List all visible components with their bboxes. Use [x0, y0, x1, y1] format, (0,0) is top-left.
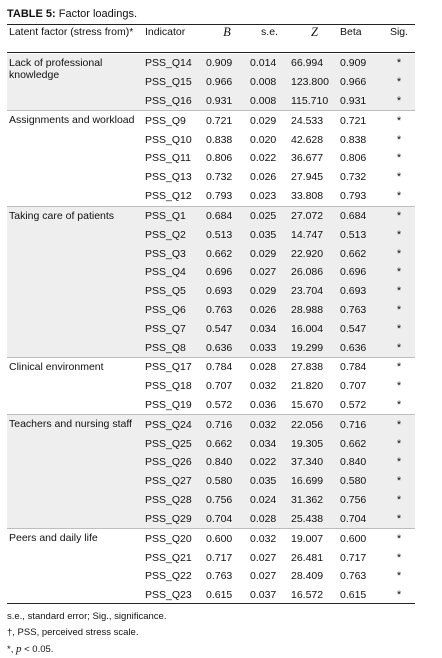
z-cell: 123.800 [289, 73, 338, 92]
latent-factor-cell: Taking care of patients [7, 206, 143, 358]
sig-cell: * [381, 301, 415, 320]
b-cell: 0.931 [204, 92, 248, 111]
se-cell: 0.024 [248, 491, 289, 510]
z-cell: 23.704 [289, 282, 338, 301]
beta-cell: 0.716 [338, 415, 381, 434]
b-cell: 0.693 [204, 282, 248, 301]
sig-cell: * [396, 190, 402, 203]
beta-cell: 0.684 [338, 206, 381, 225]
table-caption [7, 8, 137, 20]
indicator-cell: PSS_Q12 [145, 190, 192, 203]
sig-cell: * [381, 358, 415, 377]
se-cell: 0.008 [248, 73, 289, 92]
z-cell: 21.820 [291, 380, 324, 393]
indicator-cell: PSS_Q24 [143, 415, 204, 434]
beta-cell: 0.784 [338, 358, 381, 377]
z-cell: 14.747 [289, 225, 338, 244]
b-cell: 0.763 [206, 570, 233, 583]
beta-cell: 0.732 [340, 171, 367, 184]
indicator-cell: PSS_Q14 [143, 54, 204, 73]
z-cell: 19.305 [289, 434, 338, 453]
indicator-cell: PSS_Q5 [143, 282, 204, 301]
se-cell: 0.032 [248, 529, 289, 548]
top-rule [7, 24, 415, 25]
indicator-cell: PSS_Q23 [145, 589, 192, 602]
factor-loadings-table [7, 26, 415, 605]
header-indicator: Indicator [145, 26, 186, 38]
beta-cell: 0.696 [338, 263, 381, 282]
header-se: s.e. [261, 26, 278, 38]
z-cell: 31.362 [289, 491, 338, 510]
indicator-cell: PSS_Q13 [145, 171, 192, 184]
z-cell: 19.007 [289, 529, 338, 548]
sig-cell: * [396, 380, 402, 393]
beta-cell: 0.600 [338, 529, 381, 548]
sig-cell: * [396, 171, 402, 184]
beta-cell: 0.704 [338, 510, 381, 529]
b-cell: 0.838 [206, 133, 233, 146]
sig-cell: * [381, 319, 415, 338]
beta-cell: 0.909 [338, 54, 381, 73]
beta-cell: 0.721 [338, 111, 381, 130]
se-cell: 0.036 [250, 399, 277, 412]
note-significance: *, p < 0.05. [7, 643, 54, 655]
z-cell: 16.699 [289, 472, 338, 491]
se-cell: 0.034 [248, 434, 289, 453]
se-cell: 0.032 [248, 415, 289, 434]
b-cell: 0.806 [206, 152, 233, 165]
table-row [7, 111, 415, 130]
indicator-cell: PSS_Q22 [145, 570, 192, 583]
se-cell: 0.022 [248, 453, 289, 472]
b-cell: 0.684 [204, 206, 248, 225]
se-cell: 0.028 [248, 358, 289, 377]
z-cell: 19.299 [289, 338, 338, 357]
indicator-cell: PSS_Q6 [143, 301, 204, 320]
z-cell: 22.056 [289, 415, 338, 434]
table-row [7, 54, 415, 73]
z-cell: 66.994 [289, 54, 338, 73]
z-cell: 26.086 [289, 263, 338, 282]
se-cell: 0.025 [248, 206, 289, 225]
header-sig: Sig. [389, 26, 409, 38]
sig-cell: * [381, 73, 415, 92]
z-cell: 27.945 [291, 171, 324, 184]
z-cell: 36.677 [291, 152, 324, 165]
b-cell: 0.572 [206, 399, 233, 412]
se-cell: 0.027 [250, 551, 277, 564]
sig-cell: * [381, 54, 415, 73]
caption-text: Factor loadings. [55, 8, 138, 20]
sig-cell: * [381, 244, 415, 263]
indicator-cell: PSS_Q19 [145, 399, 192, 412]
beta-cell: 0.763 [340, 570, 367, 583]
se-cell: 0.027 [250, 570, 277, 583]
header-rule [7, 52, 415, 53]
z-cell: 28.409 [291, 570, 324, 583]
z-cell: 26.481 [291, 551, 324, 564]
se-cell: 0.034 [248, 319, 289, 338]
latent-factor-cell: Peers and daily life [7, 529, 143, 605]
se-cell: 0.028 [248, 510, 289, 529]
z-cell: 33.808 [291, 190, 324, 203]
indicator-cell: PSS_Q11 [145, 152, 191, 165]
beta-cell: 0.756 [338, 491, 381, 510]
beta-cell: 0.572 [340, 399, 367, 412]
indicator-cell: PSS_Q28 [143, 491, 204, 510]
beta-cell: 0.966 [338, 73, 381, 92]
caption-label: TABLE 5: [7, 8, 56, 20]
beta-cell: 0.806 [340, 152, 367, 165]
b-cell: 0.707 [206, 380, 233, 393]
se-cell: 0.023 [250, 190, 277, 203]
table-body [7, 54, 415, 605]
beta-cell: 0.636 [338, 338, 381, 357]
se-cell: 0.027 [248, 263, 289, 282]
beta-cell: 0.615 [340, 589, 367, 602]
header-z: Z [311, 25, 318, 39]
se-cell: 0.026 [250, 171, 277, 184]
indicator-cell: PSS_Q4 [143, 263, 204, 282]
z-cell: 22.920 [289, 244, 338, 263]
table-row [7, 415, 415, 434]
indicator-cell: PSS_Q27 [143, 472, 204, 491]
b-cell: 0.636 [204, 338, 248, 357]
se-cell: 0.026 [248, 301, 289, 320]
sig-cell: * [381, 206, 415, 225]
b-cell: 0.696 [204, 263, 248, 282]
beta-cell: 0.580 [338, 472, 381, 491]
b-cell: 0.793 [206, 190, 233, 203]
b-cell: 0.547 [204, 319, 248, 338]
se-cell: 0.008 [248, 92, 289, 111]
b-cell: 0.721 [204, 111, 248, 130]
sig-cell: * [381, 491, 415, 510]
table-row [7, 206, 415, 225]
b-cell: 0.732 [206, 171, 233, 184]
z-cell: 16.004 [289, 319, 338, 338]
beta-cell: 0.931 [338, 92, 381, 111]
indicator-cell: PSS_Q15 [143, 73, 204, 92]
beta-cell: 0.693 [338, 282, 381, 301]
b-cell: 0.513 [204, 225, 248, 244]
indicator-cell: PSS_Q21 [145, 551, 192, 564]
b-cell: 0.966 [204, 73, 248, 92]
b-cell: 0.704 [204, 510, 248, 529]
se-cell: 0.029 [248, 282, 289, 301]
indicator-cell: PSS_Q8 [143, 338, 204, 357]
se-cell: 0.035 [248, 472, 289, 491]
indicator-cell: PSS_Q20 [143, 529, 204, 548]
b-cell: 0.615 [206, 589, 233, 602]
b-cell: 0.717 [206, 551, 233, 564]
sig-cell: * [396, 133, 402, 146]
b-cell: 0.840 [204, 453, 248, 472]
sig-cell: * [396, 152, 402, 165]
indicator-cell: PSS_Q18 [145, 380, 192, 393]
indicator-cell: PSS_Q9 [143, 111, 204, 130]
indicator-cell: PSS_Q3 [143, 244, 204, 263]
sig-cell: * [381, 338, 415, 357]
sig-cell: * [396, 399, 402, 412]
latent-factor-cell: Teachers and nursing staff [7, 415, 143, 529]
indicator-cell: PSS_Q2 [143, 225, 204, 244]
z-cell: 25.438 [289, 510, 338, 529]
se-cell: 0.029 [248, 111, 289, 130]
sig-cell: * [396, 570, 402, 583]
z-cell: 16.572 [291, 589, 324, 602]
sig-cell: * [381, 111, 415, 130]
beta-cell: 0.840 [338, 453, 381, 472]
sig-cell: * [381, 453, 415, 472]
b-cell: 0.784 [204, 358, 248, 377]
indicator-cell: PSS_Q10 [145, 133, 192, 146]
beta-cell: 0.838 [340, 133, 367, 146]
sig-cell: * [381, 263, 415, 282]
b-cell: 0.909 [204, 54, 248, 73]
indicator-cell: PSS_Q26 [143, 453, 204, 472]
indicator-cell: PSS_Q1 [143, 206, 204, 225]
note-abbreviations: s.e., standard error; Sig., significance. [7, 611, 167, 622]
latent-factor-cell: Clinical environment [7, 358, 143, 415]
header-b: B [223, 25, 231, 39]
table-row [7, 358, 415, 377]
latent-factor-cell: Lack of professional knowledge [7, 54, 143, 111]
se-cell: 0.014 [248, 54, 289, 73]
b-cell: 0.763 [204, 301, 248, 320]
sig-cell: * [381, 415, 415, 434]
sig-cell: * [396, 589, 402, 602]
bottom-rule [7, 603, 415, 604]
sig-cell: * [396, 551, 402, 564]
header-row [7, 26, 415, 54]
sig-cell: * [381, 282, 415, 301]
z-cell: 37.340 [289, 453, 338, 472]
beta-cell: 0.662 [338, 244, 381, 263]
beta-cell: 0.707 [340, 380, 367, 393]
beta-cell: 0.547 [338, 319, 381, 338]
indicator-cell: PSS_Q7 [143, 319, 204, 338]
se-cell: 0.020 [250, 133, 277, 146]
sig-cell: * [381, 434, 415, 453]
b-cell: 0.662 [204, 434, 248, 453]
se-cell: 0.035 [248, 225, 289, 244]
b-cell: 0.716 [204, 415, 248, 434]
sig-cell: * [381, 529, 415, 548]
z-cell: 42.628 [291, 133, 324, 146]
b-cell: 0.600 [204, 529, 248, 548]
beta-cell: 0.662 [338, 434, 381, 453]
header-beta: Beta [340, 26, 362, 38]
note-pss: †, PSS, perceived stress scale. [7, 627, 139, 638]
se-cell: 0.029 [248, 244, 289, 263]
sig-cell: * [381, 472, 415, 491]
sig-cell: * [381, 510, 415, 529]
z-cell: 28.988 [289, 301, 338, 320]
beta-cell: 0.717 [340, 551, 367, 564]
z-cell: 15.670 [291, 399, 324, 412]
header-latent-factor: Latent factor (stress from)* [9, 26, 134, 38]
z-cell: 24.533 [289, 111, 338, 130]
z-cell: 115.710 [289, 92, 338, 111]
b-cell: 0.756 [204, 491, 248, 510]
beta-cell: 0.763 [338, 301, 381, 320]
indicator-cell: PSS_Q16 [143, 92, 204, 111]
table-row [7, 529, 415, 548]
indicator-cell: PSS_Q29 [143, 510, 204, 529]
z-cell: 27.072 [289, 206, 338, 225]
sig-cell: * [381, 92, 415, 111]
indicator-cell: PSS_Q17 [143, 358, 204, 377]
z-cell: 27.838 [289, 358, 338, 377]
latent-factor-cell: Assignments and workload [7, 111, 143, 206]
beta-cell: 0.793 [340, 190, 367, 203]
se-cell: 0.037 [250, 589, 277, 602]
sig-cell: * [381, 225, 415, 244]
beta-cell: 0.513 [338, 225, 381, 244]
se-cell: 0.022 [250, 152, 277, 165]
b-cell: 0.662 [204, 244, 248, 263]
table-notes [7, 609, 166, 658]
indicator-cell: PSS_Q25 [143, 434, 204, 453]
se-cell: 0.032 [250, 380, 277, 393]
se-cell: 0.033 [248, 338, 289, 357]
b-cell: 0.580 [204, 472, 248, 491]
